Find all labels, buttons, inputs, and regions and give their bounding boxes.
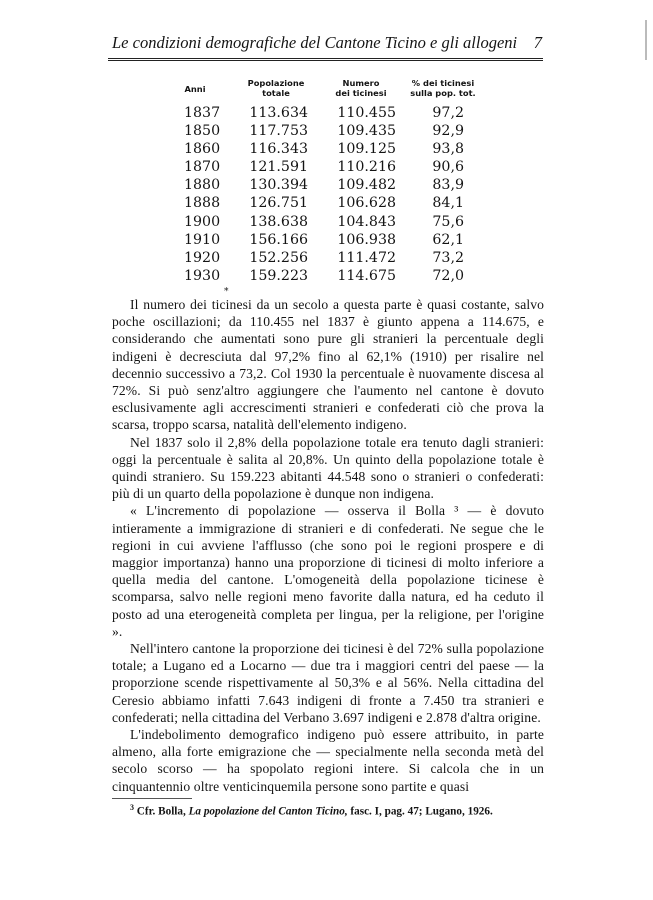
table-cell: 159.223: [249, 267, 308, 284]
col-header-percent: [403, 79, 483, 98]
paragraph: Il numero dei ticinesi da un secolo a questa parte è quasi costante, salvo poche oscillazioni; da 110.455 nel 1837 è giunto appena a 114.675, e considerando che aumentati sono pure gli stranieri la percentuale degli indigeni è decresciuta dal 97,2% fino al 62,1% (1910) per risalire nel decennio successivo a 73,2. Col 1930 la percentuale è nuovamente discesa al 72%. Si può senz'altro aggiungere che l'aumento nel cantone è dovuto esclusivamente agli accrescimenti stranieri e confederati ciò che prova la scarsa, troppo scarsa, natalità dell'elemento indigeno.: [112, 297, 544, 433]
table-cell: 109.125: [337, 141, 396, 158]
paragraph: L'indebolimento demografico indigeno può essere attribuito, in parte almeno, alla forte emigrazione che — specialmente nella seconda metà del secolo scorso — ha spopolato regioni intere. Si calcola che in un cinquantennio oltre venticinquemila persone sono partite e quasi: [112, 727, 544, 794]
table-cell: 111.472: [337, 249, 396, 266]
table-cell: 114.675: [337, 267, 396, 284]
table-cell: 126.751: [249, 195, 308, 212]
table-cell: 104.843: [337, 213, 396, 230]
table-row: [170, 194, 500, 212]
table-cell: 90,6: [432, 159, 464, 176]
col-header-line: sulla pop. tot.: [410, 87, 476, 98]
scan-edge-mark: [645, 20, 647, 60]
col-header-line: dei ticinesi: [335, 87, 387, 98]
table-cell: 110.216: [337, 159, 396, 176]
table-cell: 62,1: [432, 231, 464, 248]
table-cell: 109.435: [337, 123, 396, 140]
table-row: [170, 231, 500, 249]
table-cell: 1900: [184, 213, 221, 230]
table-row: [170, 176, 500, 194]
table-cell: 72,0: [432, 267, 464, 284]
table-row: [170, 249, 500, 267]
paragraph: Nel 1837 solo il 2,8% della popolazione totale era tenuto dagli stranieri: oggi la percentuale è salita al 20,8%. Un quinto della popolazione totale è quindi straniero. Su 159.223 abitanti 44.548 sono o stranieri o confederati: più di un quarto della popolazione è dunque non indigena.: [112, 434, 544, 502]
table-cell: 116.343: [249, 141, 308, 158]
table-cell: 113.634: [249, 105, 308, 121]
table-cell: 83,9: [432, 177, 464, 194]
table-cell: 92,9: [432, 123, 464, 140]
table-row: [170, 104, 500, 122]
table-cell: 106.628: [337, 195, 396, 212]
table-row: [170, 267, 500, 285]
table-cell: 152.256: [249, 249, 308, 266]
table-cell: 1920: [184, 249, 221, 266]
table-cell: 110.455: [337, 105, 396, 121]
table-row: [170, 158, 500, 176]
running-title: Le condizioni demografiche del Cantone Ticino e gli allogeni: [112, 33, 518, 52]
table-cell: 1850: [184, 123, 221, 140]
footnote-marker: 3: [130, 803, 134, 812]
footnote: [130, 803, 550, 818]
table-cell: 93,8: [432, 141, 464, 158]
table-cell: 1888: [184, 195, 221, 212]
table-cell: 97,2: [432, 105, 464, 121]
col-header-numero: [326, 79, 396, 98]
table-cell: 106.938: [337, 231, 396, 248]
page-number: 7: [533, 33, 542, 52]
table-cell: 1880: [184, 177, 221, 194]
col-header-anni: Anni: [184, 84, 206, 94]
table-cell: 75,6: [432, 213, 464, 230]
footnote-title: La popolazione del Canton Ticino,: [188, 805, 348, 818]
col-header-line: Numero: [342, 78, 380, 88]
table-row: [170, 122, 500, 140]
header-rule: [108, 58, 543, 59]
table-cell: 1870: [184, 159, 221, 176]
table-cell: 130.394: [249, 177, 308, 194]
footnote-prefix: Cfr. Bolla,: [136, 805, 186, 818]
running-header: [112, 33, 542, 53]
population-table: [170, 104, 500, 285]
table-row: [170, 140, 500, 158]
table-cell: 84,1: [432, 195, 464, 212]
paragraph: Nell'intero cantone la proporzione dei ticinesi è del 72% sulla popolazione totale; a Lugano ed a Locarno — due tra i maggiori centri del paese — la proporzione scende rispettivamente al 50,3% e al 56%. Nella cittadina del Ceresio abbiamo infatti 7.643 indigeni di fronte a 7.450 tra stranieri e confederati; nella cittadina del Verbano 3.697 indigeni e 2.878 d'altra origine.: [112, 641, 544, 725]
table-cell: 1837: [184, 105, 221, 121]
table-cell: 138.638: [249, 213, 308, 230]
col-header-popolazione: [236, 79, 316, 98]
asterisk-mark: *: [224, 287, 229, 297]
table-cell: 156.166: [249, 231, 308, 248]
header-rule-thin: [108, 60, 543, 61]
table-cell: 109.482: [337, 177, 396, 194]
table-row: [170, 213, 500, 231]
table-cell: 1930: [184, 267, 221, 284]
table-cell: 1910: [184, 231, 221, 248]
paragraph: « L'incremento di popolazione — osserva il Bolla ³ — è dovuto intieramente a immigrazione di stranieri e di confederati. Ne segue che le regioni in cui avviene l'afflusso (che sono poi le regioni prospere e di maggior importanza) hanno una proporzione di ticinesi di molto inferiore a quella media del cantone. L'omogeneità della popolazione ticinese è scomparsa, salvo nelle regioni meno favorite dalla natura, ed ha ceduto il posto ad una eterogeneità completa per lingua, per la religione, per l'origine ».: [112, 503, 544, 639]
col-header-line: Popolazione: [247, 78, 305, 88]
col-header-line: % dei ticinesi: [411, 78, 475, 88]
table-cell: 121.591: [249, 159, 308, 176]
table-cell: 117.753: [249, 123, 308, 140]
body-text: [112, 296, 544, 795]
footnote-rule: [112, 798, 192, 799]
col-header-line: totale: [262, 87, 290, 98]
footnote-suffix: fasc. I, pag. 47; Lugano, 1926.: [350, 805, 493, 818]
table-cell: 1860: [184, 141, 221, 158]
table-cell: 73,2: [432, 249, 464, 266]
